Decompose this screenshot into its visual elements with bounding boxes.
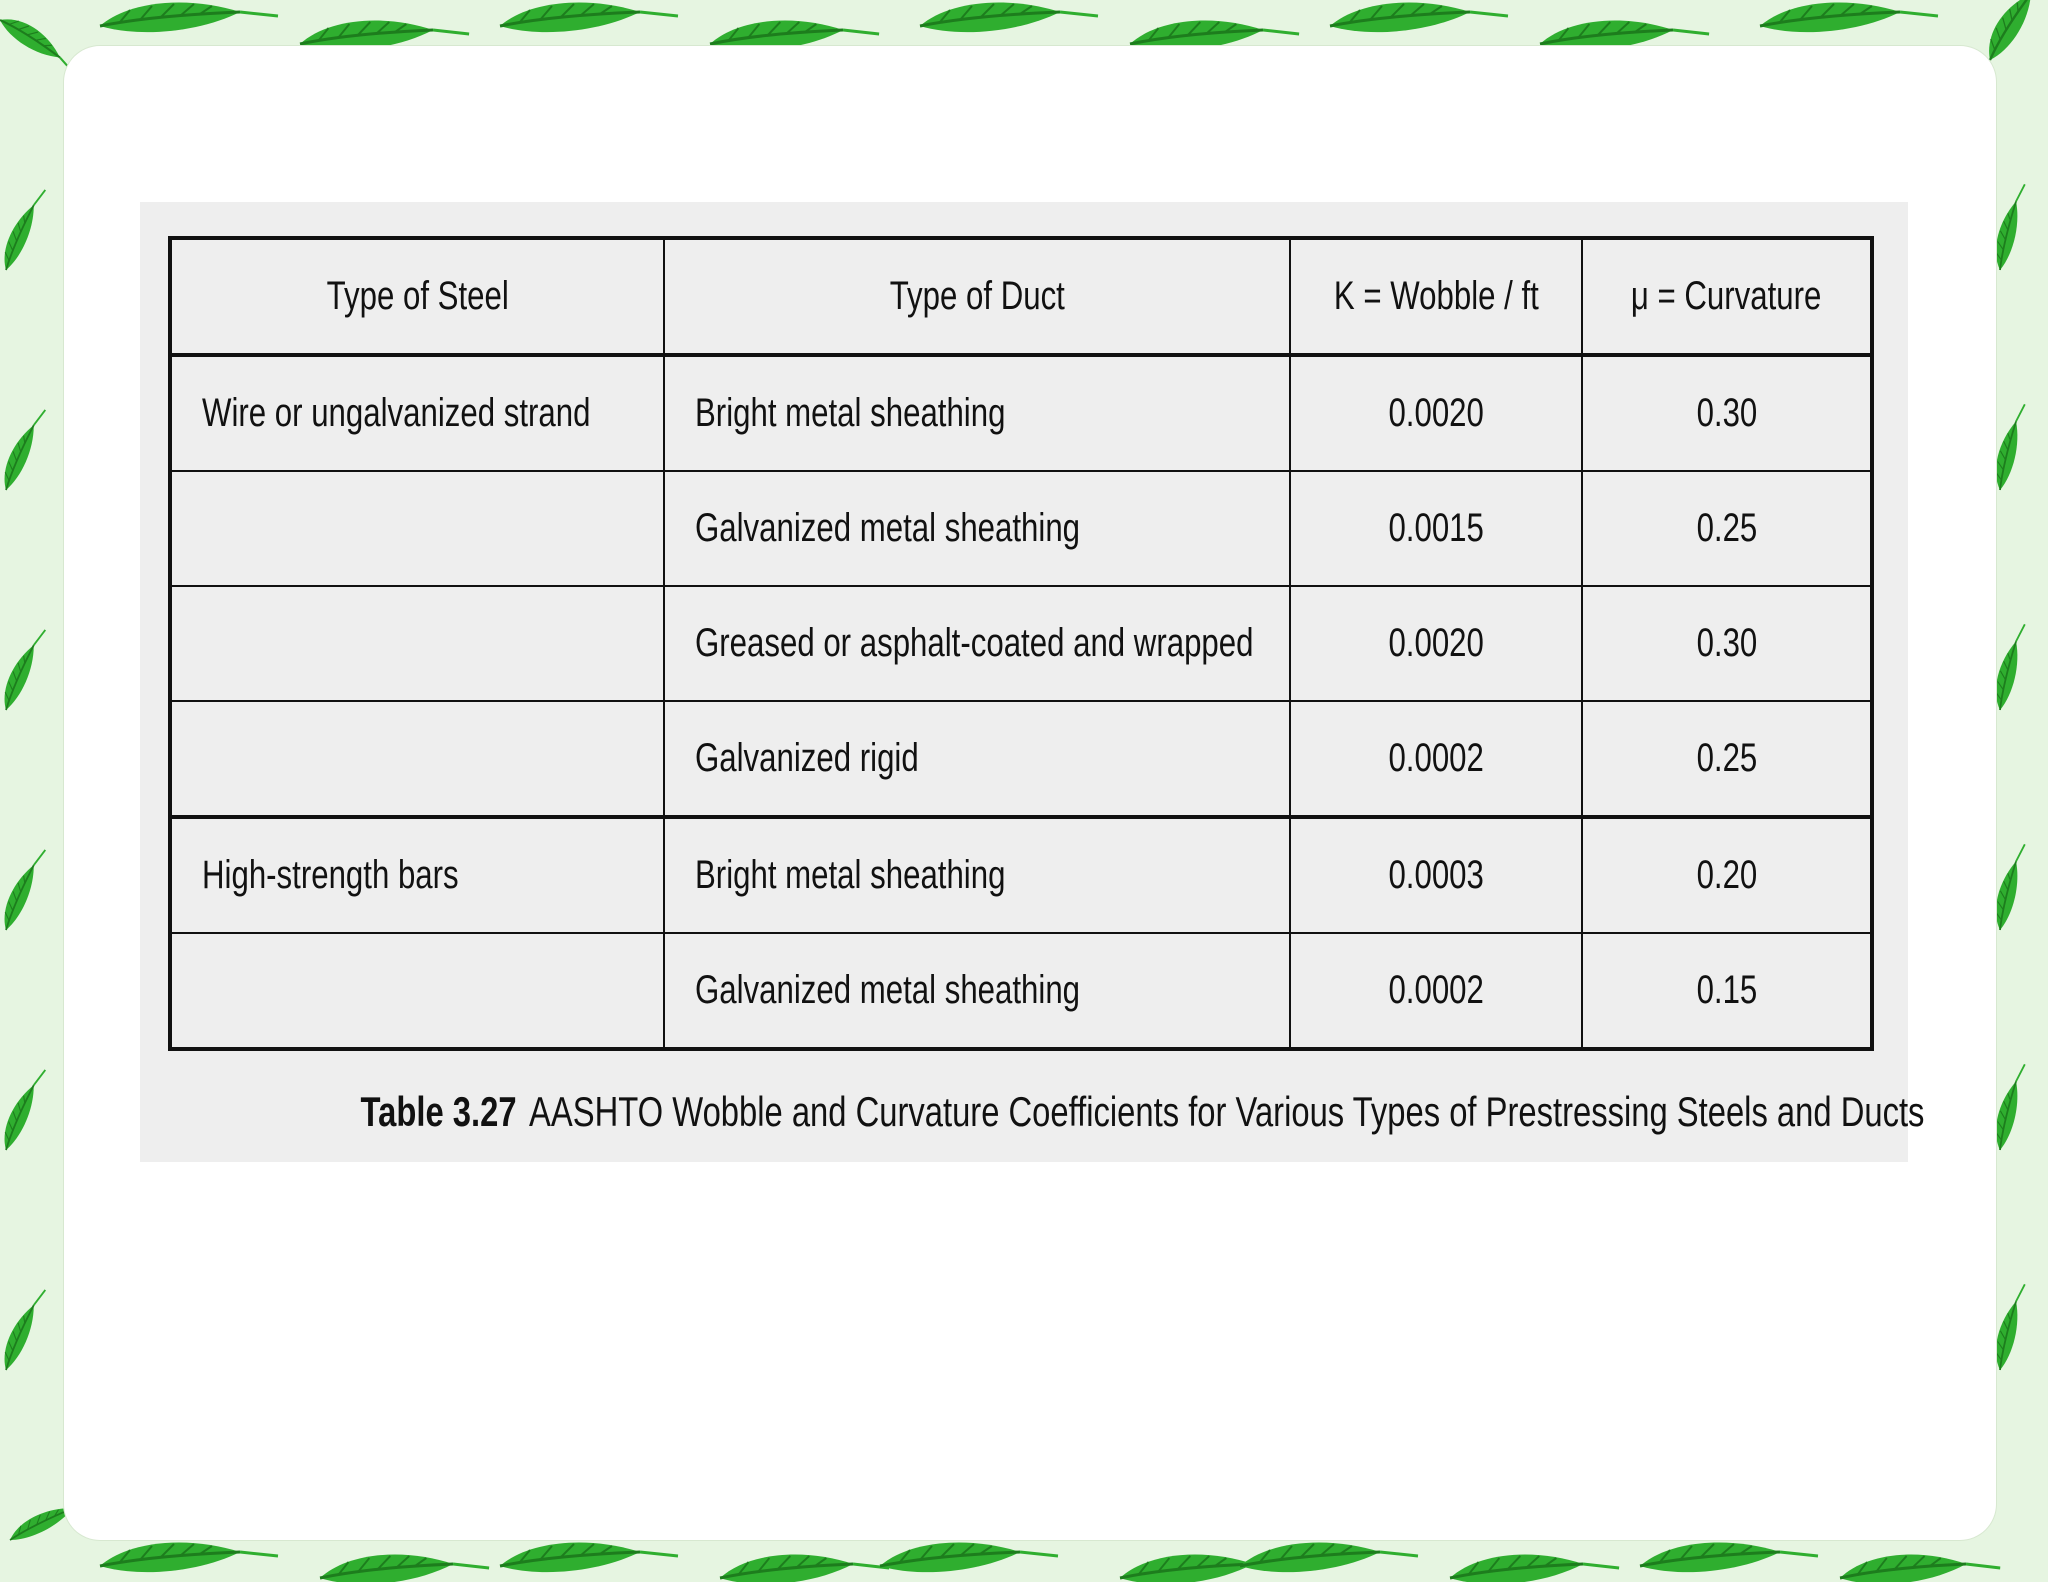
table-row — [170, 817, 1872, 933]
cell-curvature: 0.30 — [1582, 586, 1872, 701]
column-header-wobble: K = Wobble / ft — [1290, 238, 1582, 355]
leaf-row-bottom — [100, 1543, 2000, 1582]
table-row — [170, 355, 1872, 471]
cell-duct: Bright metal sheathing — [664, 355, 1290, 471]
leaf-row-top — [100, 3, 1938, 51]
table-caption — [140, 1088, 1925, 1136]
caption-label: Table 3.27 — [360, 1088, 517, 1135]
cell-curvature: 0.25 — [1582, 471, 1872, 586]
caption-text: AASHTO Wobble and Curvature Coefficients for Various Types of Prestressing Steels and Ducts — [529, 1088, 1925, 1135]
table-header-row — [170, 238, 1872, 355]
cell-duct: Galvanized metal sheathing — [664, 933, 1290, 1049]
cell-steel — [170, 701, 664, 817]
column-header-curvature: μ = Curvature — [1582, 238, 1872, 355]
table-row — [170, 586, 1872, 701]
cell-steel — [170, 933, 664, 1049]
cell-steel — [170, 471, 664, 586]
cell-duct: Bright metal sheathing — [664, 817, 1290, 933]
cell-steel: Wire or ungalvanized strand — [170, 355, 664, 471]
cell-steel: High-strength bars — [170, 817, 664, 933]
table-row — [170, 701, 1872, 817]
cell-curvature: 0.25 — [1582, 701, 1872, 817]
cell-wobble: 0.0020 — [1290, 586, 1582, 701]
cell-duct: Greased or asphalt-coated and wrapped — [664, 586, 1290, 701]
cell-duct: Galvanized metal sheathing — [664, 471, 1290, 586]
column-header-duct: Type of Duct — [664, 238, 1290, 355]
cell-wobble: 0.0002 — [1290, 933, 1582, 1049]
cell-curvature: 0.30 — [1582, 355, 1872, 471]
cell-curvature: 0.20 — [1582, 817, 1872, 933]
table-row — [170, 471, 1872, 586]
cell-wobble: 0.0015 — [1290, 471, 1582, 586]
cell-wobble: 0.0020 — [1290, 355, 1582, 471]
cell-wobble: 0.0002 — [1290, 701, 1582, 817]
coefficients-table — [168, 236, 1874, 1051]
cell-duct: Galvanized rigid — [664, 701, 1290, 817]
table-row — [170, 933, 1872, 1049]
cell-wobble: 0.0003 — [1290, 817, 1582, 933]
cell-steel — [170, 586, 664, 701]
column-header-steel: Type of Steel — [170, 238, 664, 355]
cell-curvature: 0.15 — [1582, 933, 1872, 1049]
